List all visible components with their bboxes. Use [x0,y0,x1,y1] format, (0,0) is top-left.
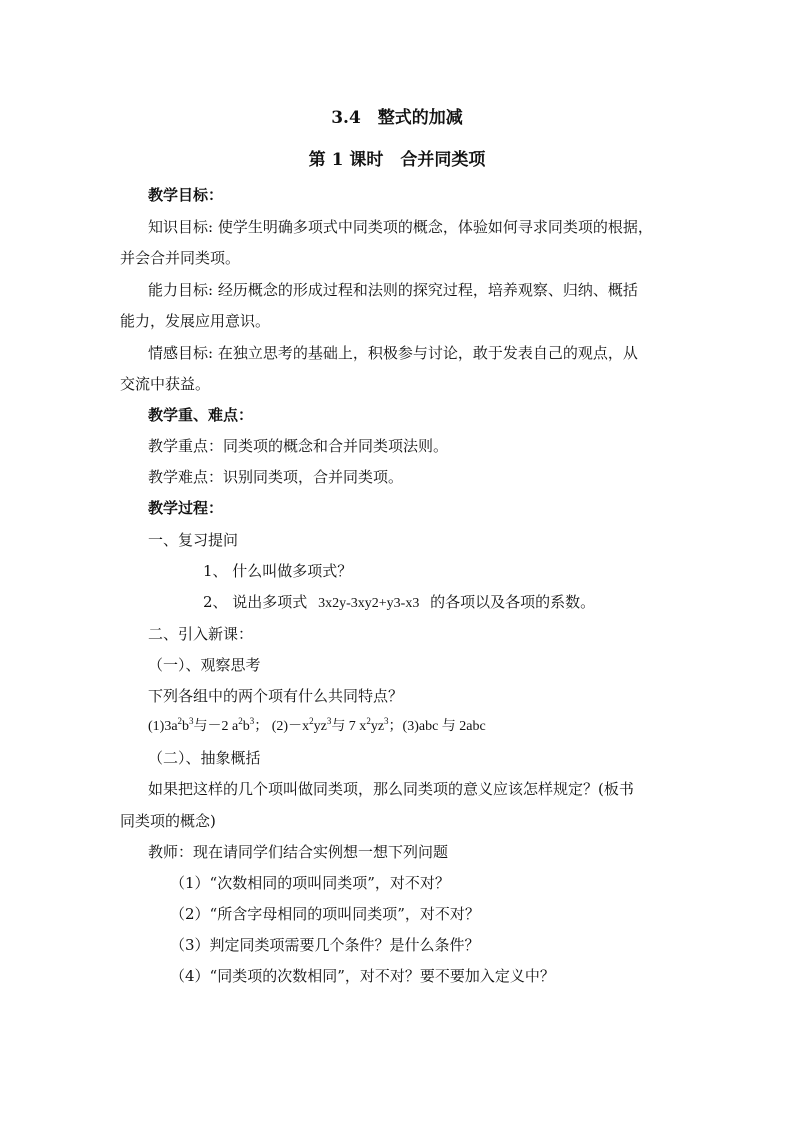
group3: ；(3)abc 与 2abc [388,719,486,734]
group2-connector: 与 7 x [331,719,367,734]
abstract-text-line1: 如果把这样的几个项叫做同类项，那么同类项的意义应该怎样规定？(板书 [148,780,634,798]
group1-connector: 与－2 a [193,719,239,734]
group1-term-b-mid: b [242,719,250,734]
discussion-question-4: （4）“同类项的次数相同”，对不对？要不要加入定义中？ [170,967,555,985]
polynomial-expression: 3x2y-3xy2+y3-x3 [318,596,420,611]
group2-term-b-exp2: 3 [384,716,389,726]
keypoints-heading: 教学重、难点： [148,406,254,424]
ability-objective-line2: 能力，发展应用意识。 [120,312,271,330]
subsection-abstract: （二）、抽象概括 [148,749,261,767]
difficult-point: 教学难点：识别同类项，合并同类项。 [148,468,404,486]
group2-term-b-exp1: 2 [366,716,371,726]
objectives-heading: 教学目标： [148,186,224,204]
review-question-1: 1、 什么叫做多项式？ [203,562,353,580]
group1-term-a-exp2: 3 [189,716,194,726]
group1-term-a-mid: b [182,719,190,734]
abstract-text-line2: 同类项的概念) [120,812,216,830]
emotion-objective-line2: 交流中获益。 [120,375,211,393]
knowledge-objective-line2: 并会合并同类项。 [120,249,241,267]
lesson-subtitle: 第 1 课时 合并同类项 [308,150,486,170]
subsection-observe: （一）、观察思考 [148,656,261,674]
discussion-question-1: （1）“次数相同的项叫同类项”，对不对？ [170,874,450,892]
review-question-2 [203,592,595,614]
discussion-question-3: （3）判定同类项需要几个条件？是什么条件？ [170,936,480,954]
section-review: 一、复习提问 [148,531,239,549]
review-question-2-prefix: 2、 说出多项式 [203,593,308,611]
discussion-question-2: （2）“所含字母相同的项叫同类项”，对不对？ [170,905,480,923]
group1-term-a-prefix: (1)3a [148,719,178,734]
section-new-lesson: 二、引入新课： [148,625,254,643]
process-heading: 教学过程： [148,499,224,517]
term-groups [148,717,486,737]
lesson-title: 3.4 整式的加减 [331,108,463,128]
group2-term-b-mid: yz [370,719,385,734]
group1-term-b-exp2: 3 [249,716,255,726]
ability-objective-line1: 能力目标: 经历概念的形成过程和法则的探究过程，培养观察、归纳、概括 [148,281,638,299]
emotion-objective-line1: 情感目标: 在独立思考的基础上，积极参与讨论，敢于发表自己的观点，从 [148,344,638,362]
teacher-prompt: 教师：现在请同学们结合实例想一想下列问题 [148,843,449,861]
group2-prefix: ； (2)－x [254,719,310,734]
key-point: 教学重点：同类项的概念和合并同类项法则。 [148,437,449,455]
group1-term-a-exp1: 2 [177,716,183,726]
group2-term-a-exp1: 2 [309,716,314,726]
group1-term-b-exp1: 2 [238,716,243,726]
group2-term-a-exp2: 3 [326,716,332,726]
review-question-2-suffix: 的各项以及各项的系数。 [430,593,596,611]
knowledge-objective-line1: 知识目标: 使学生明确多项式中同类项的概念，体验如何寻求同类项的根据， [148,218,653,236]
group2-term-a-mid: yz [313,719,327,734]
observe-question: 下列各组中的两个项有什么共同特点？ [148,687,404,705]
